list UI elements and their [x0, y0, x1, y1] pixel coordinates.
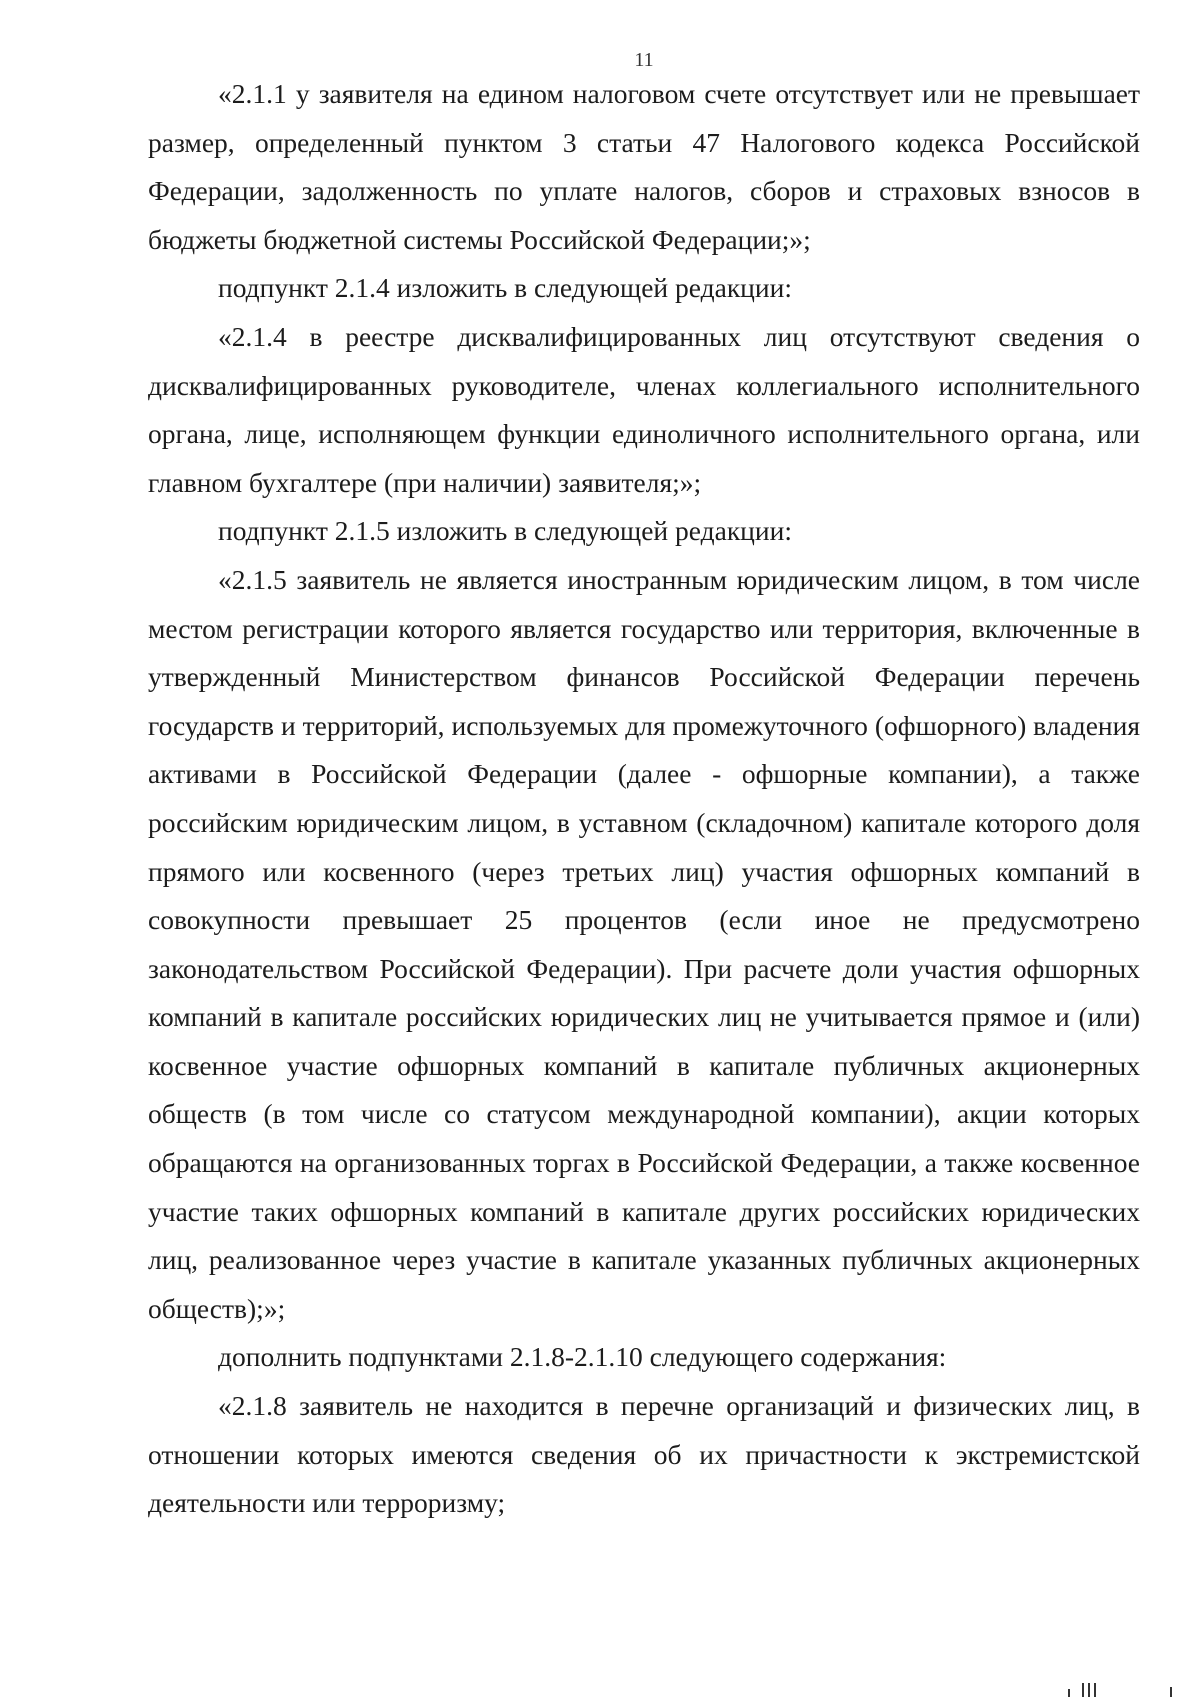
document-body: [148, 70, 1140, 1528]
scan-mark: [1068, 1689, 1070, 1697]
paragraph-2-1-1: «2.1.1 у заявителя на едином налоговом счете отсутствует или не превышает размер, определенный пунктом 3 статьи 47 Налогового кодекса Российской Федерации, задолженность по уплате налогов, сборов и страховых взносов в бюджеты бюджетной системы Российской Федерации;»;: [148, 78, 1140, 255]
scan-mark: [1094, 1683, 1096, 1697]
scan-mark: [1082, 1683, 1084, 1697]
instruction-2-1-4: подпункт 2.1.4 изложить в следующей редакции:: [218, 272, 792, 304]
paragraph-2-1-8: «2.1.8 заявитель не находится в перечне организаций и физических лиц, в отношении которых имеются сведения об их причастности к экстремистской деятельности или терроризму;: [148, 1390, 1140, 1519]
scan-mark: [1170, 1687, 1172, 1697]
instruction-2-1-5: подпункт 2.1.5 изложить в следующей редакции:: [218, 515, 792, 547]
instruction-2-1-8-2-1-10: дополнить подпунктами 2.1.8-2.1.10 следующего содержания:: [218, 1341, 947, 1373]
page-number: 11: [634, 49, 654, 71]
paragraph-2-1-4: «2.1.4 в реестре дисквалифицированных лиц отсутствуют сведения о дисквалифицированных руководителе, членах коллегиального исполнительного органа, лице, исполняющем функции единоличного исполнительного органа, или главном бухгалтере (при наличии) заявителя;»;: [148, 320, 1140, 498]
scan-mark: [1088, 1683, 1090, 1697]
paragraph-2-1-5: «2.1.5 заявитель не является иностранным юридическим лицом, в том числе местом регистрации которого является государство или территория, включенные в утвержденный Министерством финансов Российской Федерации перечень государств и территорий, используемых для промежуточного (офшорного) владения активами в Российской Федерации (далее - офшорные компании), а также российским юридическим лицом, в уставном (складочном) капитале которого доля прямого или косвенного (через третьих лиц) участия офшорных компаний в совокупности превышает 25 процентов (если иное не предусмотрено законодательством Российской Федерации). При расчете доли участия офшорных компаний в капитале российских юридических лиц не учитывается прямое и (или) косвенное участие офшорных компаний в капитале публичных акционерных обществ (в том числе со статусом международной компании), акции которых обращаются на организованных торгах в Российской Федерации, а также косвенное участие таких офшорных компаний в капитале других российских юридических лиц, реализованное через участие в капитале указанных публичных акционерных обществ);»;: [148, 563, 1140, 1324]
